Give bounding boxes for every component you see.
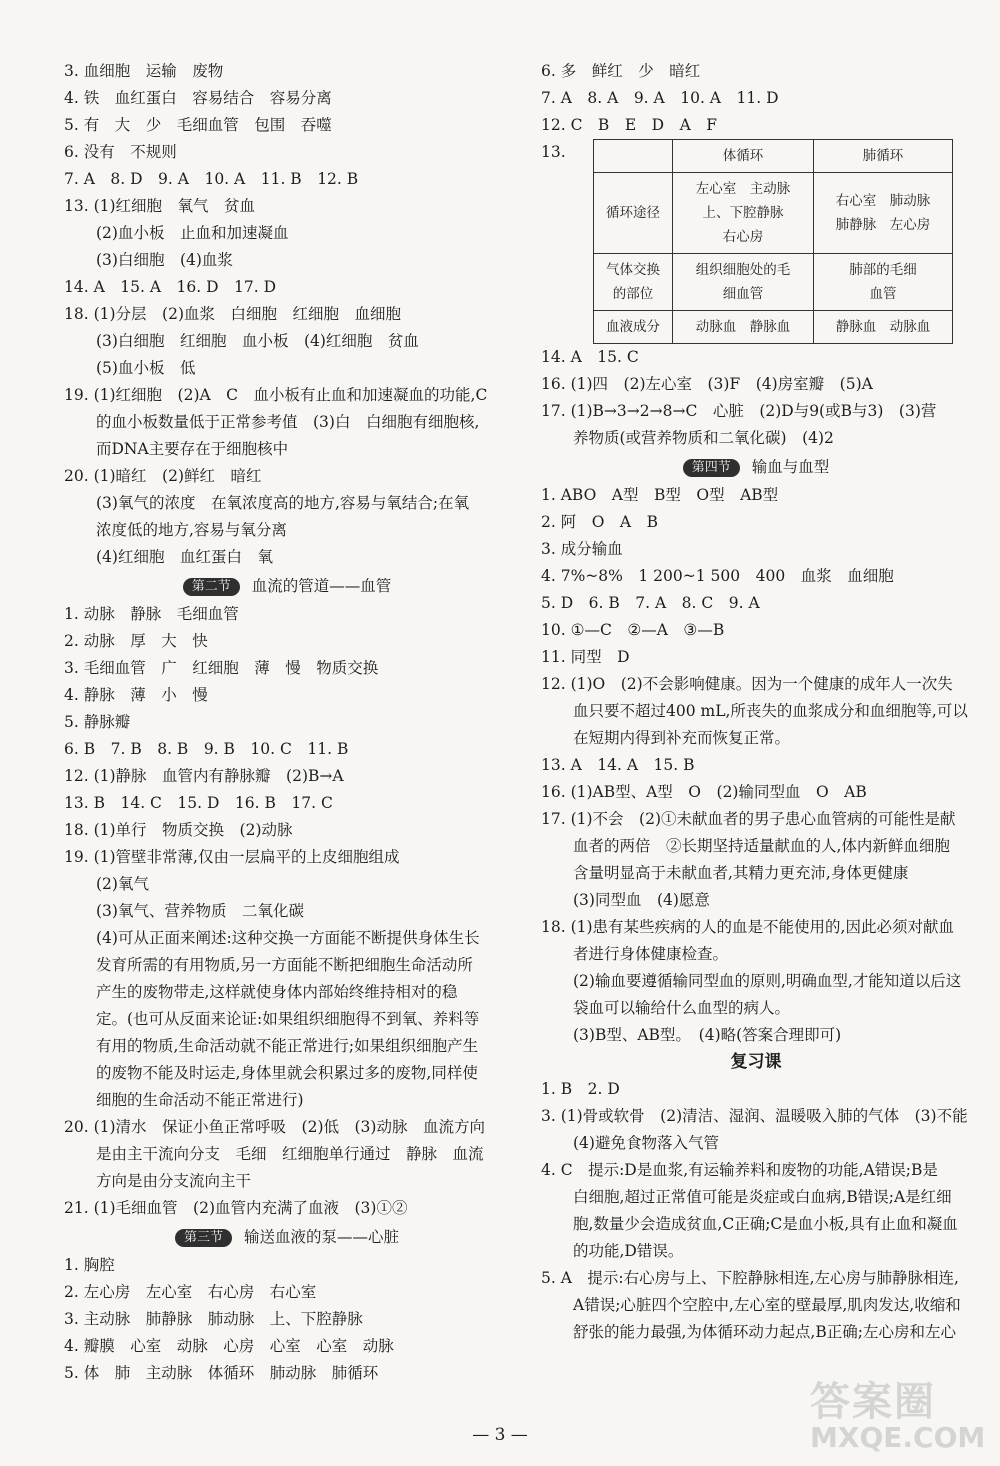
answer-line: 1. 动脉 静脉 毛细血管 xyxy=(64,605,239,623)
answer-line: 含量明显高于未献血者,其精力更充沛,身体更健康 xyxy=(573,864,909,882)
answer-line: 20. (1)清水 保证小鱼正常呼吸 (2)低 (3)动脉 血流方向 xyxy=(64,1118,485,1136)
watermark-mark: 答案圈 xyxy=(810,1379,936,1425)
answer-line: 有用的物质,生命活动就不能正常进行;如果组织细胞产生 xyxy=(96,1037,479,1055)
answer-line: 方向是由分支流向主干 xyxy=(96,1172,252,1190)
answer-line: 12. (1)O (2)不会影响健康。因为一个健康的成年人一次失 xyxy=(541,675,953,693)
answer-line: 5. 静脉瓣 xyxy=(64,713,131,731)
section-title: 血流的管道——血管 xyxy=(251,577,392,595)
table-row xyxy=(594,254,953,311)
answer-line: 而DNA主要存在于细胞核中 xyxy=(96,440,289,458)
answer-line: 1. 胸腔 xyxy=(64,1256,115,1274)
answer-line: 发育所需的有用物质,另一方面能不断把细胞生命活动所 xyxy=(96,956,473,974)
right-top-answers xyxy=(541,58,971,139)
answer-line: 4. 瓣膜 心室 动脉 心房 心室 心室 动脉 xyxy=(64,1337,394,1355)
answer-line: 5. D 6. B 7. A 8. C 9. A xyxy=(541,594,760,612)
answer-line: (3)B型、AB型。 (4)略(答案合理即可) xyxy=(573,1026,842,1044)
answer-line: 的血小板数量低于正常参考值 (3)白 白细胞有细胞核, xyxy=(96,413,480,431)
answer-line: 17. (1)B→3→2→8→C 心脏 (2)D与9(或B与3) (3)营 xyxy=(541,402,937,420)
right-column xyxy=(541,58,971,1346)
answer-line: 2. 动脉 厚 大 快 xyxy=(64,632,208,650)
table-row xyxy=(594,173,953,254)
answer-line: (3)同型血 (4)愿意 xyxy=(573,891,710,909)
answer-line: 3. (1)骨或软骨 (2)清洁、湿润、温暖吸入肺的气体 (3)不能 xyxy=(541,1107,968,1125)
answer-line: 6. 没有 不规则 xyxy=(64,143,177,161)
answer-line: A错误;心脏四个空腔中,左心室的壁最厚,肌肉发达,收缩和 xyxy=(573,1296,961,1314)
answer-line: (3)氧气的浓度 在氧浓度高的地方,容易与氧结合;在氧 xyxy=(96,494,470,512)
answer-line: 白细胞,超过正常值可能是炎症或白血病,B错误;A是红细 xyxy=(573,1188,952,1206)
table-cell-pulmonary: 静脉血 动脉血 xyxy=(814,311,953,344)
table-cell-systemic: 组织细胞处的毛 细血管 xyxy=(673,254,814,311)
table-cell-systemic: 动脉血 静脉血 xyxy=(673,311,814,344)
left-column xyxy=(64,58,510,1387)
answer-line: 11. 同型 D xyxy=(541,648,630,666)
answer-line: 血者的两倍 ②长期坚持适量献血的人,体内新鲜血细胞 xyxy=(573,837,950,855)
answer-line: 的功能,D错误。 xyxy=(573,1242,684,1260)
answer-line: 血只要不超过400 mL,所丧失的血浆成分和血细胞等,可以 xyxy=(573,702,968,720)
answer-line: 13. A 14. A 15. B xyxy=(541,756,695,774)
table-cell-systemic: 左心室 主动脉 上、下腔静脉 右心房 xyxy=(673,173,814,254)
answer-line: 14. A 15. C xyxy=(541,348,639,366)
answer-line: 12. (1)静脉 血管内有静脉瓣 (2)B→A xyxy=(64,767,344,785)
table-header-cell: 体循环 xyxy=(673,140,814,173)
table-row-label: 血液成分 xyxy=(594,311,673,344)
answer-line: (2)血小板 止血和加速凝血 xyxy=(96,224,289,242)
section-heading xyxy=(541,454,971,481)
answer-line: 1. B 2. D xyxy=(541,1080,620,1098)
circulation-table xyxy=(593,139,953,344)
answer-line: (3)氧气、营养物质 二氧化碳 xyxy=(96,902,304,920)
answer-line: 7. A 8. A 9. A 10. A 11. D xyxy=(541,89,779,107)
answer-line: 5. 有 大 少 毛细血管 包围 吞噬 xyxy=(64,116,332,134)
watermark-url: MXQE.COM xyxy=(810,1421,986,1454)
answer-line: 的废物不能及时运走,身体里就会积累过多的废物,同样使 xyxy=(96,1064,478,1082)
answer-line: 12. C B E D A F xyxy=(541,116,718,134)
answer-line: 在短期内得到补充而恢复正常。 xyxy=(573,729,791,747)
answer-line: 4. 铁 血红蛋白 容易结合 容易分离 xyxy=(64,89,332,107)
answer-line: 者进行身体健康检查。 xyxy=(573,945,729,963)
table-row-label: 循环途径 xyxy=(594,173,673,254)
section-heading xyxy=(64,573,510,600)
answer-line: (4)避免食物落入气管 xyxy=(573,1134,719,1152)
answer-line: (2)输血要遵循输同型血的原则,明确血型,才能知道以后这 xyxy=(573,972,962,990)
answer-line: 6. B 7. B 8. B 9. B 10. C 11. B xyxy=(64,740,349,758)
answer-line: 3. 血细胞 运输 废物 xyxy=(64,62,224,80)
table-header-row xyxy=(594,140,953,173)
section-tag: 第二节 xyxy=(183,578,240,596)
answer-line: 舒张的能力最强,为体循环动力起点,B正确;左心房和左心 xyxy=(573,1323,956,1341)
answer-line: 5. 体 肺 主动脉 体循环 肺动脉 肺循环 xyxy=(64,1364,379,1382)
answer-line: 养物质(或营养物质和二氧化碳) (4)2 xyxy=(573,429,834,447)
answer-line: 浓度低的地方,容易与氧分离 xyxy=(96,521,287,539)
page-number: — 3 — xyxy=(472,1425,528,1445)
answer-line: 13. (1)红细胞 氧气 贫血 xyxy=(64,197,256,215)
table-cell-pulmonary: 右心室 肺动脉 肺静脉 左心房 xyxy=(814,173,953,254)
answer-line: (5)血小板 低 xyxy=(96,359,196,377)
table-row xyxy=(594,311,953,344)
answer-line: (4)红细胞 血红蛋白 氧 xyxy=(96,548,273,566)
answer-line: 19. (1)红细胞 (2)A C 血小板有止血和加速凝血的功能,C xyxy=(64,386,488,404)
answer-line: 6. 多 鲜红 少 暗红 xyxy=(541,62,701,80)
answer-line: 2. 左心房 左心室 右心房 右心室 xyxy=(64,1283,317,1301)
answer-line: 16. (1)四 (2)左心室 (3)F (4)房室瓣 (5)A xyxy=(541,375,873,393)
answer-line: 是由主干流向分支 毛细 红细胞单行通过 静脉 血流 xyxy=(96,1145,484,1163)
answer-line: 细胞的生命活动不能正常进行) xyxy=(96,1091,304,1109)
answer-line: 20. (1)暗红 (2)鲜红 暗红 xyxy=(64,467,262,485)
answer-line: 18. (1)单行 物质交换 (2)动脉 xyxy=(64,821,293,839)
answer-line: 4. 7%~8% 1 200~1 500 400 血浆 血细胞 xyxy=(541,567,894,585)
answer-line: 定。(也可从反面来论证:如果组织细胞得不到氧、养料等 xyxy=(96,1010,480,1028)
section-title: 输血与血型 xyxy=(751,458,830,476)
answer-line: 袋血可以输给什么血型的病人。 xyxy=(573,999,791,1017)
answer-line: (3)白细胞 (4)血浆 xyxy=(96,251,233,269)
answer-line: 18. (1)分层 (2)血浆 白细胞 红细胞 血细胞 xyxy=(64,305,401,323)
table-row-label: 气体交换 的部位 xyxy=(594,254,673,311)
answer-line: 19. (1)管壁非常薄,仅由一层扁平的上皮细胞组成 xyxy=(64,848,400,866)
question-number: 13. xyxy=(541,143,566,161)
answer-line: 7. A 8. D 9. A 10. A 11. B 12. B xyxy=(64,170,359,188)
answer-line: 3. 主动脉 肺静脉 肺动脉 上、下腔静脉 xyxy=(64,1310,363,1328)
section-heading xyxy=(64,1224,510,1251)
answer-line: 胞,数量少会造成贫血,C正确;C是血小板,具有止血和凝血 xyxy=(573,1215,958,1233)
answer-line: (2)氧气 xyxy=(96,875,149,893)
section-title: 输送血液的泵——心脏 xyxy=(244,1228,400,1246)
section-tag: 第三节 xyxy=(175,1229,232,1247)
answer-line: 14. A 15. A 16. D 17. D xyxy=(64,278,277,296)
section-tag: 第四节 xyxy=(683,459,740,477)
answer-line: (3)白细胞 红细胞 血小板 (4)红细胞 贫血 xyxy=(96,332,419,350)
answer-line: 13. B 14. C 15. D 16. B 17. C xyxy=(64,794,333,812)
answer-line: 4. 静脉 薄 小 慢 xyxy=(64,686,208,704)
table-cell-pulmonary: 肺部的毛细 血管 xyxy=(814,254,953,311)
answer-line: 10. ①—C ②—A ③—B xyxy=(541,621,725,639)
answer-line: 5. A 提示:右心房与上、下腔静脉相连,左心房与肺静脉相连, xyxy=(541,1269,959,1287)
answer-line: 3. 成分输血 xyxy=(541,540,623,558)
table-header-cell xyxy=(594,140,673,173)
answer-line: 3. 毛细血管 广 红细胞 薄 慢 物质交换 xyxy=(64,659,379,677)
watermark xyxy=(810,1370,1000,1460)
answer-line: 2. 阿 O A B xyxy=(541,513,659,531)
answer-line: 17. (1)不会 (2)①未献血者的男子患心血管病的可能性是献 xyxy=(541,810,956,828)
answer-line: 产生的废物带走,这样就使身体内部始终维持相对的稳 xyxy=(96,983,458,1001)
answer-line: 16. (1)AB型、A型 O (2)输同型血 O AB xyxy=(541,783,867,801)
right-bottom-answers xyxy=(541,344,971,1346)
answer-line: 18. (1)患有某些疾病的人的血是不能使用的,因此必须对献血 xyxy=(541,918,954,936)
review-heading: 复习课 xyxy=(730,1052,782,1072)
answer-line: (4)可从正面来阐述:这种交换一方面能不断提供身体生长 xyxy=(96,929,480,947)
answer-line: 1. ABO A型 B型 O型 AB型 xyxy=(541,486,779,504)
answer-line: 21. (1)毛细血管 (2)血管内充满了血液 (3)①② xyxy=(64,1199,408,1217)
answer-line: 4. C 提示:D是血浆,有运输养料和废物的功能,A错误;B是 xyxy=(541,1161,938,1179)
question-13-table-block xyxy=(541,139,971,344)
table-header-cell: 肺循环 xyxy=(814,140,953,173)
